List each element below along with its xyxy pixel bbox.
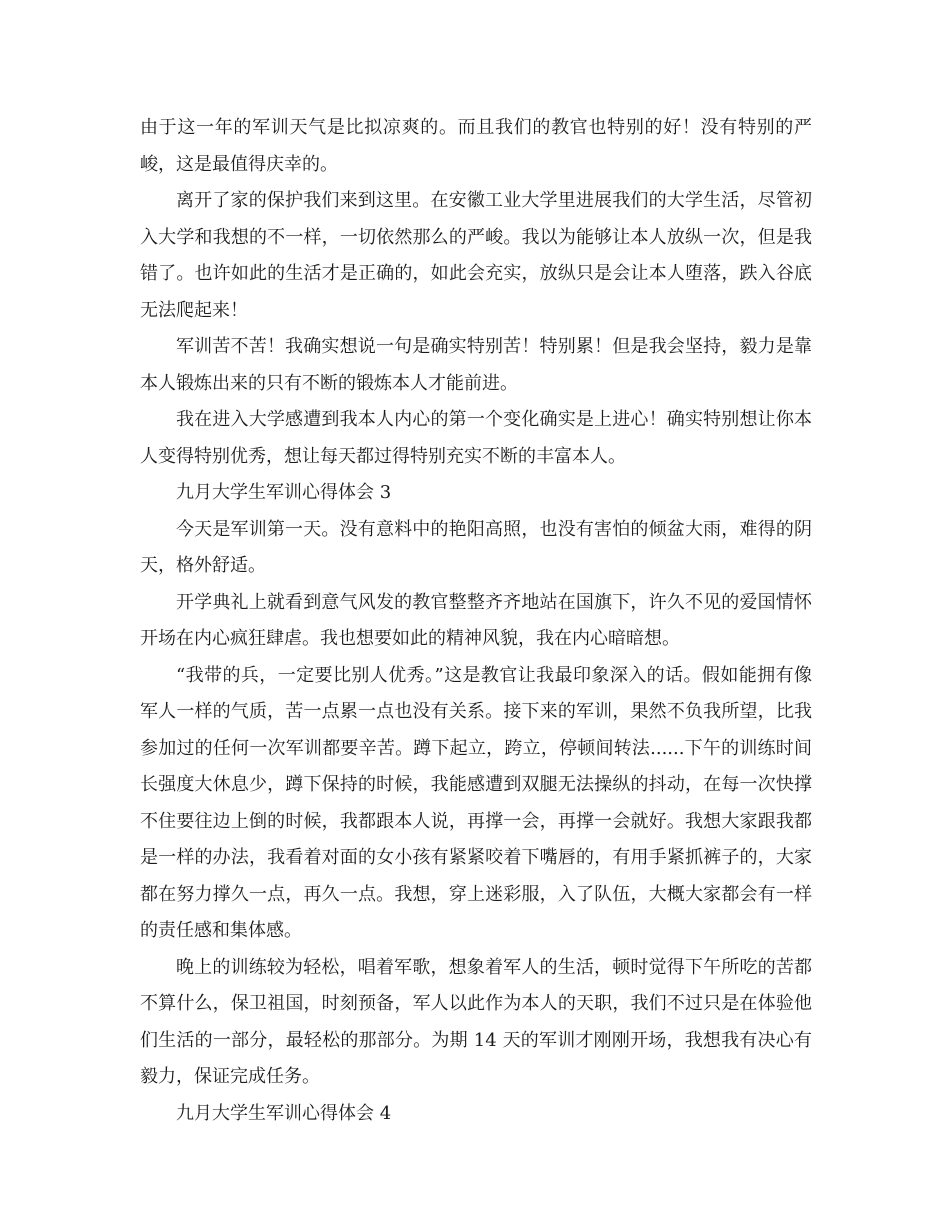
section-heading: 九月大学生军训心得体会 3	[176, 482, 392, 503]
paragraph: 由于这一年的军训天气是比拟凉爽的。而且我们的教官也特别的好！没有特别的严峻，这是最值得庆幸的。	[140, 117, 812, 175]
paragraph: 今天是军训第一天。没有意料中的艳阳高照，也没有害怕的倾盆大雨，难得的阴天，格外舒适。	[140, 518, 812, 576]
document-body	[140, 110, 812, 1132]
section-heading: 九月大学生军训心得体会 4	[176, 1102, 392, 1124]
paragraph: 开学典礼上就看到意气风发的教官整整齐齐地站在国旗下，许久不见的爱国情怀开场在内心疯狂肆虐。我也想要如此的精神风貌，我在内心暗暗想。	[140, 591, 812, 649]
paragraph: “我带的兵，一定要比别人优秀。”这是教官让我最印象深入的话。假如能拥有像军人一样的气质，苦一点累一点也没有关系。接下来的军训，果然不负我所望，比我参加过的任何一次军训都要辛苦。蹲下起立，跨立，停顿间转法......下午的训练时间长强度大休息少，蹲下保持的时候，我能感遭到双腿无法操纵的抖动，在每一次快撑不住要往边上倒的时候，我都跟本人说，再撑一会，再撑一会就好。我想大家跟我都是一样的办法，我看着对面的女小孩有紧紧咬着下嘴唇的，有用手紧抓裤子的，大家都在努力撑久一点，再久一点。我想，穿上迷彩服，入了队伍，大概大家都会有一样的责任感和集体感。	[140, 664, 812, 941]
paragraph: 我在进入大学感遭到我本人内心的第一个变化确实是上进心！确实特别想让你本人变得特别优秀，想让每天都过得特别充实不断的丰富本人。	[140, 409, 812, 467]
paragraph: 晚上的训练较为轻松，唱着军歌，想象着军人的生活，顿时觉得下午所吃的苦都不算什么，保卫祖国，时刻预备，军人以此作为本人的天职，我们不过只是在体验他们生活的一部分，最轻松的那部分。为期 14 天的军训才刚刚开场，我想我有决心有毅力，保证完成任务。	[140, 956, 812, 1087]
paragraph: 军训苦不苦！我确实想说一句是确实特别苦！特别累！但是我会坚持，毅力是靠本人锻炼出来的只有不断的锻炼本人才能前进。	[140, 336, 812, 394]
paragraph: 离开了家的保护我们来到这里。在安徽工业大学里进展我们的大学生活，尽管初入大学和我想的不一样，一切依然那么的严峻。我以为能够让本人放纵一次，但是我错了。也许如此的生活才是正确的，如此会充实，放纵只是会让本人堕落，跌入谷底无法爬起来！	[140, 190, 812, 321]
